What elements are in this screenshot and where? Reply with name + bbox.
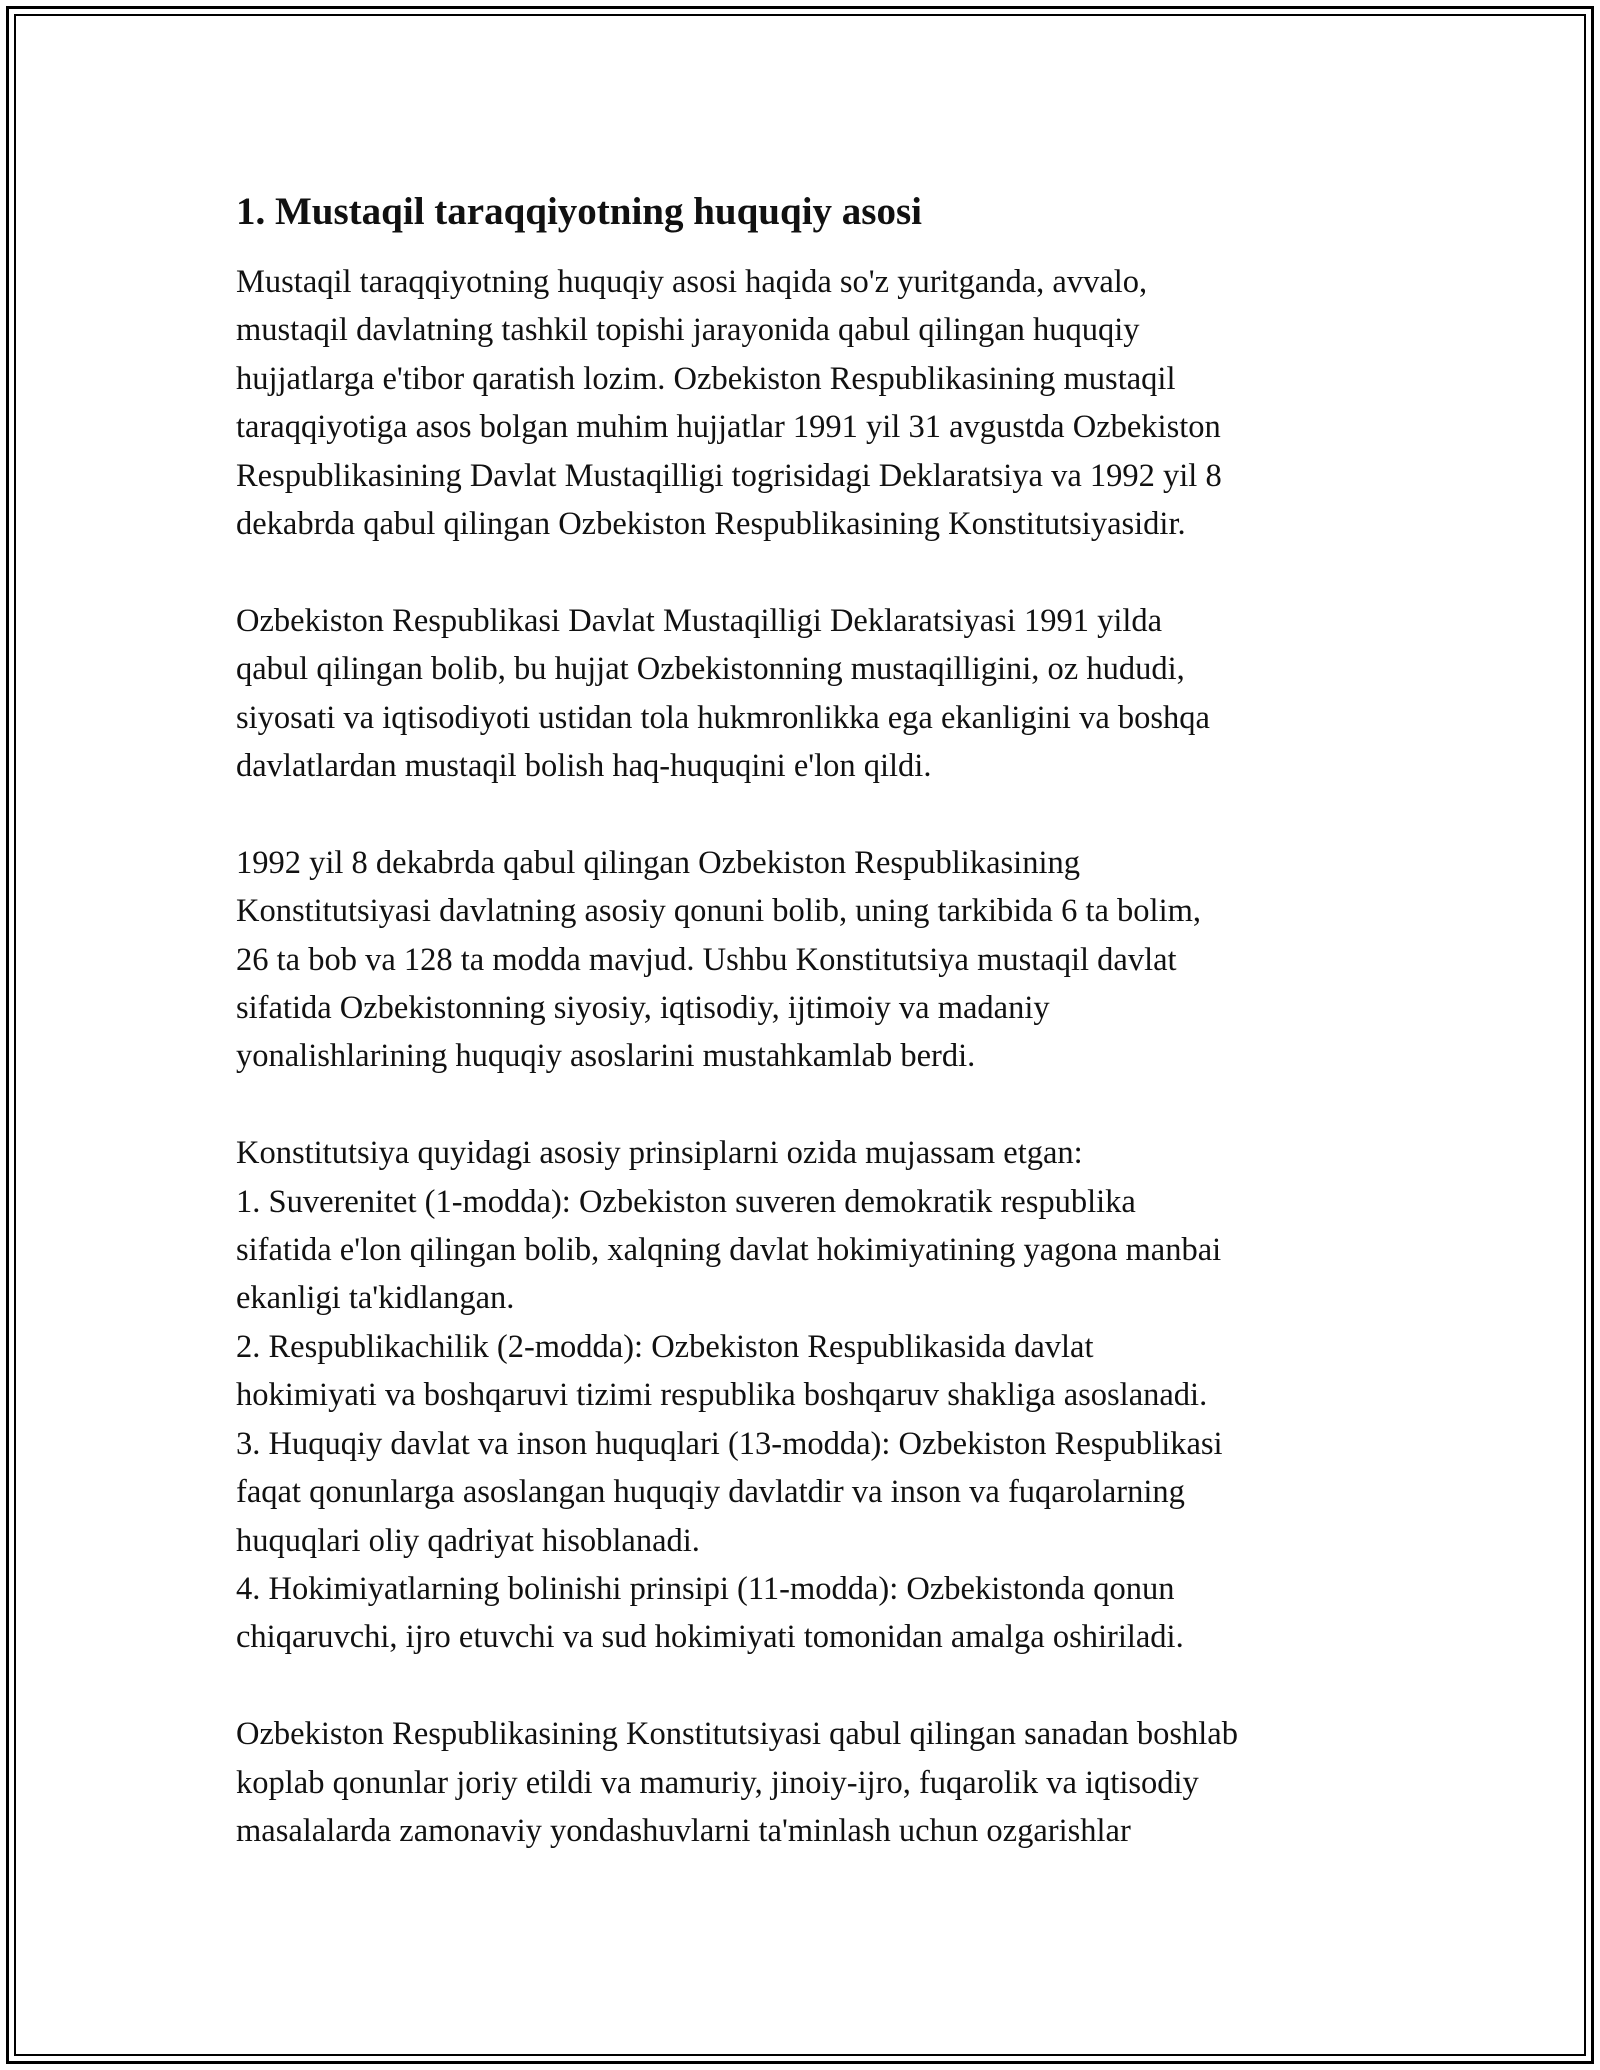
text-line: huquqlari oliy qadriyat hisoblanadi. xyxy=(236,1522,700,1559)
text-line: masalalarda zamonaviy yondashuvlarni ta'minlash uchun ozgarishlar xyxy=(236,1812,1131,1849)
text-line: Respublikasining Davlat Mustaqilligi togrisidagi Deklaratsiya va 1992 yil 8 xyxy=(236,457,1222,494)
paragraph-principles xyxy=(236,1129,1396,1661)
text-line: dekabrda qabul qilingan Ozbekiston Respublikasining Konstitutsiyasidir. xyxy=(236,506,1186,543)
text-line: Ozbekiston Respublikasining Konstitutsiyasi qabul qilingan sanadan boshlab xyxy=(236,1716,1238,1753)
text-line: 26 ta bob va 128 ta modda mavjud. Ushbu Konstitutsiya mustaqil davlat xyxy=(236,941,1177,978)
text-line: ekanligi ta'kidlangan. xyxy=(236,1280,515,1317)
text-line: 3. Huquqiy davlat va inson huquqlari (13-modda): Ozbekiston Respublikasi xyxy=(236,1425,1223,1462)
text-line: sifatida Ozbekistonning siyosiy, iqtisodiy, ijtimoiy va madaniy xyxy=(236,990,1050,1027)
document-body xyxy=(236,180,1396,1904)
section-heading: 1. Mustaqil taraqqiyotning huquqiy asosi xyxy=(236,190,922,233)
text-line: Konstitutsiya quyidagi asosiy prinsiplarni ozida mujassam etgan: xyxy=(236,1135,1083,1172)
text-line: siyosati va iqtisodiyoti ustidan tola hukmronlikka ega ekanligini va boshqa xyxy=(236,699,1210,736)
paragraph-legal-basis xyxy=(236,258,1396,548)
text-line: mustaqil davlatning tashkil topishi jarayonida qabul qilingan huquqiy xyxy=(236,312,1140,349)
paragraph-laws xyxy=(236,1710,1396,1855)
text-line: hokimiyati va boshqaruvi tizimi respublika boshqaruv shakliga asoslanadi. xyxy=(236,1377,1208,1414)
text-line: davlatlardan mustaqil bolish haq-huquqini e'lon qildi. xyxy=(236,748,932,785)
text-line: qabul qilingan bolib, bu hujjat Ozbekistonning mustaqilligini, oz hududi, xyxy=(236,651,1185,688)
text-line: Mustaqil taraqqiyotning huquqiy asosi haqida so'z yuritganda, avvalo, xyxy=(236,264,1148,300)
text-line: Konstitutsiyasi davlatning asosiy qonuni bolib, uning tarkibida 6 ta bolim, xyxy=(236,893,1202,930)
text-line: koplab qonunlar joriy etildi va mamuriy, jinoiy-ijro, fuqarolik va iqtisodiy xyxy=(236,1764,1199,1801)
text-line: 4. Hokimiyatlarning bolinishi prinsipi (11-modda): Ozbekistonda qonun xyxy=(236,1570,1175,1607)
text-line: yonalishlarining huquqiy asoslarini mustahkamlab berdi. xyxy=(236,1038,976,1075)
paragraph-declaration xyxy=(236,597,1396,791)
text-line: 2. Respublikachilik (2-modda): Ozbekiston Respublikasida davlat xyxy=(236,1328,1094,1365)
text-line: chiqaruvchi, ijro etuvchi va sud hokimiyati tomonidan amalga oshiriladi. xyxy=(236,1619,1184,1656)
text-line: hujjatlarga e'tibor qaratish lozim. Ozbekiston Respublikasining mustaqil xyxy=(236,360,1176,397)
text-line: 1. Suverenitet (1-modda): Ozbekiston suveren demokratik respublika xyxy=(236,1183,1136,1220)
paragraph-constitution xyxy=(236,839,1396,1081)
text-line: sifatida e'lon qilingan bolib, xalqning davlat hokimiyatining yagona manbai xyxy=(236,1232,1222,1269)
text-line: Ozbekiston Respublikasi Davlat Mustaqilligi Deklaratsiyasi 1991 yilda xyxy=(236,602,1163,639)
text-line: 1992 yil 8 dekabrda qabul qilingan Ozbekiston Respublikasining xyxy=(236,844,1080,881)
text-line: taraqqiyotiga asos bolgan muhim hujjatlar 1991 yil 31 avgustda Ozbekiston xyxy=(236,409,1221,446)
text-line: faqat qonunlarga asoslangan huquqiy davlatdir va inson va fuqarolarning xyxy=(236,1474,1185,1511)
